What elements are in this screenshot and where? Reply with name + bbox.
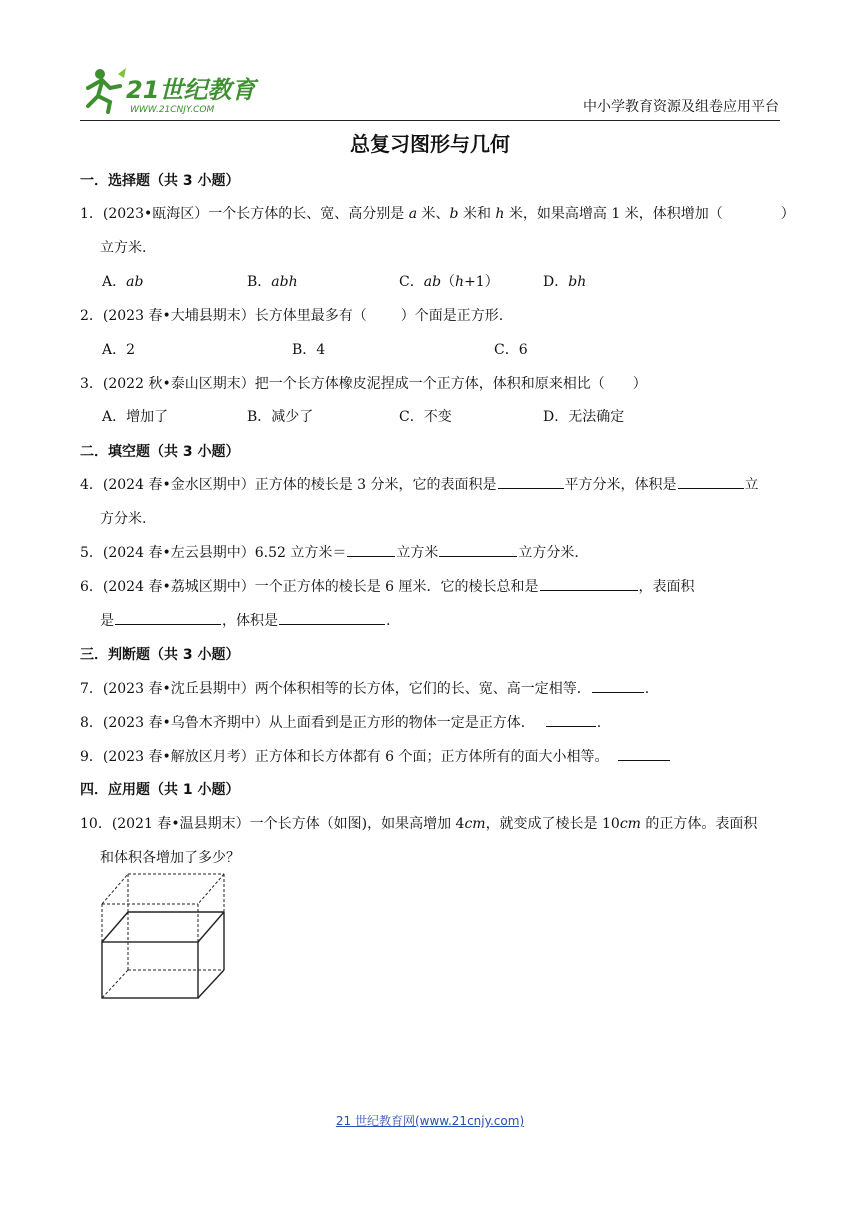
cuboid-figure — [98, 870, 232, 1002]
answer-blank[interactable] — [498, 474, 564, 489]
answer-blank[interactable] — [347, 542, 395, 557]
site-logo — [80, 66, 260, 122]
option-3c: C．不变 — [399, 409, 452, 425]
section-heading-application: 四．应用题（共 1 小题） — [80, 782, 240, 798]
question-6-cont: 是 ，体积是 . — [100, 610, 390, 630]
question-8: 8．(2023 春•乌鲁木齐期中）从上面看到是正方形的物体一定是正方体． . — [80, 712, 601, 732]
option-1a: A．ab — [102, 274, 144, 290]
runner-icon — [88, 68, 126, 112]
question-5: 5．(2024 春•左云县期中）6.52 立方米＝ 立方米 立方分米. — [80, 542, 579, 562]
option-1b: B．abh — [247, 274, 298, 290]
option-2c: C．6 — [494, 342, 528, 358]
logo-text: 21世纪教育 — [126, 76, 256, 104]
question-6: 6．(2024 春•荔城区期中）一个正方体的棱长是 6 厘米．它的棱长总和是 ，表面积 — [80, 576, 695, 596]
question-1: 1．(2023•瓯海区）一个长方体的长、宽、高分别是 a 米、b 米和 h 米，如果高增高 1 米，体积增加（ ） — [80, 206, 795, 222]
question-4-cont: 方分米. — [100, 511, 147, 527]
question-1-cont: 立方米. — [100, 240, 147, 256]
option-3a: A．增加了 — [102, 409, 169, 425]
cuboid-solid — [102, 912, 224, 998]
option-2b: B．4 — [292, 342, 326, 358]
answer-blank[interactable] — [546, 712, 596, 727]
platform-name: 中小学教育资源及组卷应用平台 — [583, 99, 779, 115]
section-heading-fill: 二．填空题（共 3 小题） — [80, 444, 240, 460]
option-1c: C．ab（h+1） — [399, 274, 499, 290]
footer-link[interactable]: 21 世纪教育网(www.21cnjy.com) — [335, 1114, 525, 1128]
cube-extension-dashed — [102, 874, 224, 998]
option-3b: B．减少了 — [247, 409, 314, 425]
question-3: 3．(2022 秋•泰山区期末）把一个长方体橡皮泥捏成一个正方体，体积和原来相比（ ） — [80, 376, 647, 392]
question-10-cont: 和体积各增加了多少？ — [100, 850, 240, 866]
question-7: 7．(2023 春•沈丘县期中）两个体积相等的长方体，它们的长、宽、高一定相等． . — [80, 678, 649, 698]
question-9: 9．(2023 春•解放区月考）正方体和长方体都有 6 个面；正方体所有的面大小相等。 — [80, 746, 671, 766]
answer-blank[interactable] — [678, 474, 744, 489]
answer-blank[interactable] — [540, 576, 638, 591]
header-divider — [80, 120, 780, 121]
answer-blank[interactable] — [618, 746, 670, 761]
answer-blank[interactable] — [115, 610, 221, 625]
page-title: 总复习图形与几何 — [350, 132, 510, 156]
section-heading-choice: 一．选择题（共 3 小题） — [80, 173, 240, 189]
option-2a: A．2 — [102, 342, 136, 358]
answer-blank[interactable] — [439, 542, 517, 557]
question-10: 10．(2021 春•温县期末）一个长方体（如图)，如果高增加 4cm，就变成了棱长是 10cm 的正方体。表面积 — [80, 816, 758, 832]
option-1d: D．bh — [543, 274, 587, 290]
answer-blank[interactable] — [279, 610, 385, 625]
question-4: 4．(2024 春•金水区期中）正方体的棱长是 3 分米，它的表面积是 平方分米，体积是 立 — [80, 474, 759, 494]
section-heading-judge: 三．判断题（共 3 小题） — [80, 647, 240, 663]
option-3d: D．无法确定 — [543, 409, 625, 425]
logo-url: WWW.21CNJY.COM — [130, 105, 215, 115]
question-2: 2．(2023 春•大埔县期末）长方体里最多有（ ）个面是正方形. — [80, 308, 504, 324]
answer-blank[interactable] — [592, 678, 644, 693]
